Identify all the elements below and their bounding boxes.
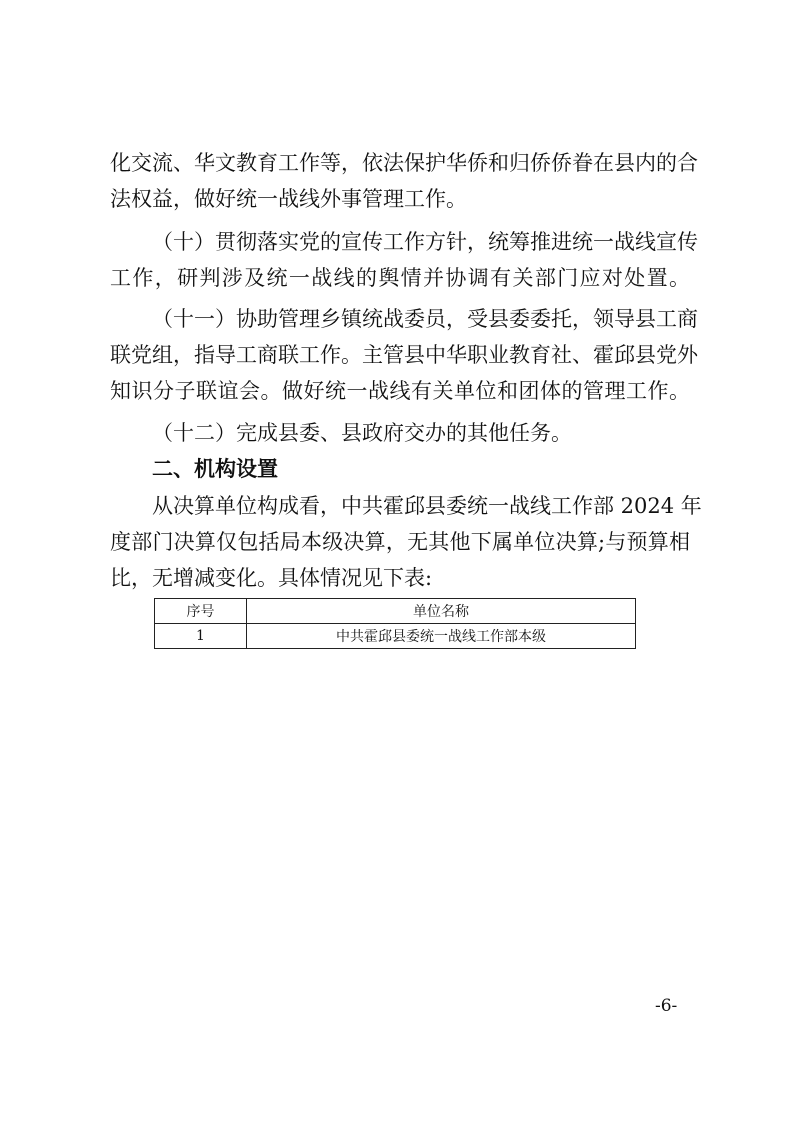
- page-number: -6-: [655, 996, 678, 1016]
- table-row: [155, 624, 636, 649]
- paragraph-11-line-1: （十一）协助管理乡镇统战委员，受县委委托，领导县工商: [152, 307, 698, 331]
- paragraph-12-line-1: （十二）完成县委、县政府交办的其他任务。: [152, 421, 572, 445]
- table-cell: 中共霍邱县委统一战线工作部本级: [247, 624, 636, 649]
- table-header-cell: 单位名称: [247, 599, 636, 624]
- paragraph-11-line-2: 联党组，指导工商联工作。主管县中华职业教育社、霍邱县党外: [110, 343, 698, 367]
- paragraph-org-line-1: 从决算单位构成看，中共霍邱县委统一战线工作部 2024 年: [152, 494, 702, 518]
- paragraph-org-line-2: 度部门决算仅包括局本级决算，无其他下属单位决算;与预算相: [110, 530, 690, 554]
- paragraph-10-line-2: 工作，研判涉及统一战线的舆情并协调有关部门应对处置。: [110, 266, 690, 290]
- unit-table: [154, 598, 636, 649]
- table-cell: 1: [155, 624, 247, 649]
- table-header-cell: 序号: [155, 599, 247, 624]
- paragraph-10-line-1: （十）贯彻落实党的宣传工作方针，统筹推进统一战线宣传: [152, 230, 698, 254]
- table-header-row: [155, 599, 636, 624]
- paragraph-11-line-3: 知识分子联谊会。做好统一战线有关单位和团体的管理工作。: [110, 379, 690, 403]
- paragraph-org-line-3: 比，无增减变化。具体情况见下表:: [110, 566, 433, 590]
- paragraph-9-line-2: 法权益，做好统一战线外事管理工作。: [110, 187, 467, 211]
- section-heading: 二、机构设置: [152, 457, 278, 481]
- paragraph-9-line-1: 化交流、华文教育工作等，依法保护华侨和归侨侨眷在县内的合: [110, 151, 698, 175]
